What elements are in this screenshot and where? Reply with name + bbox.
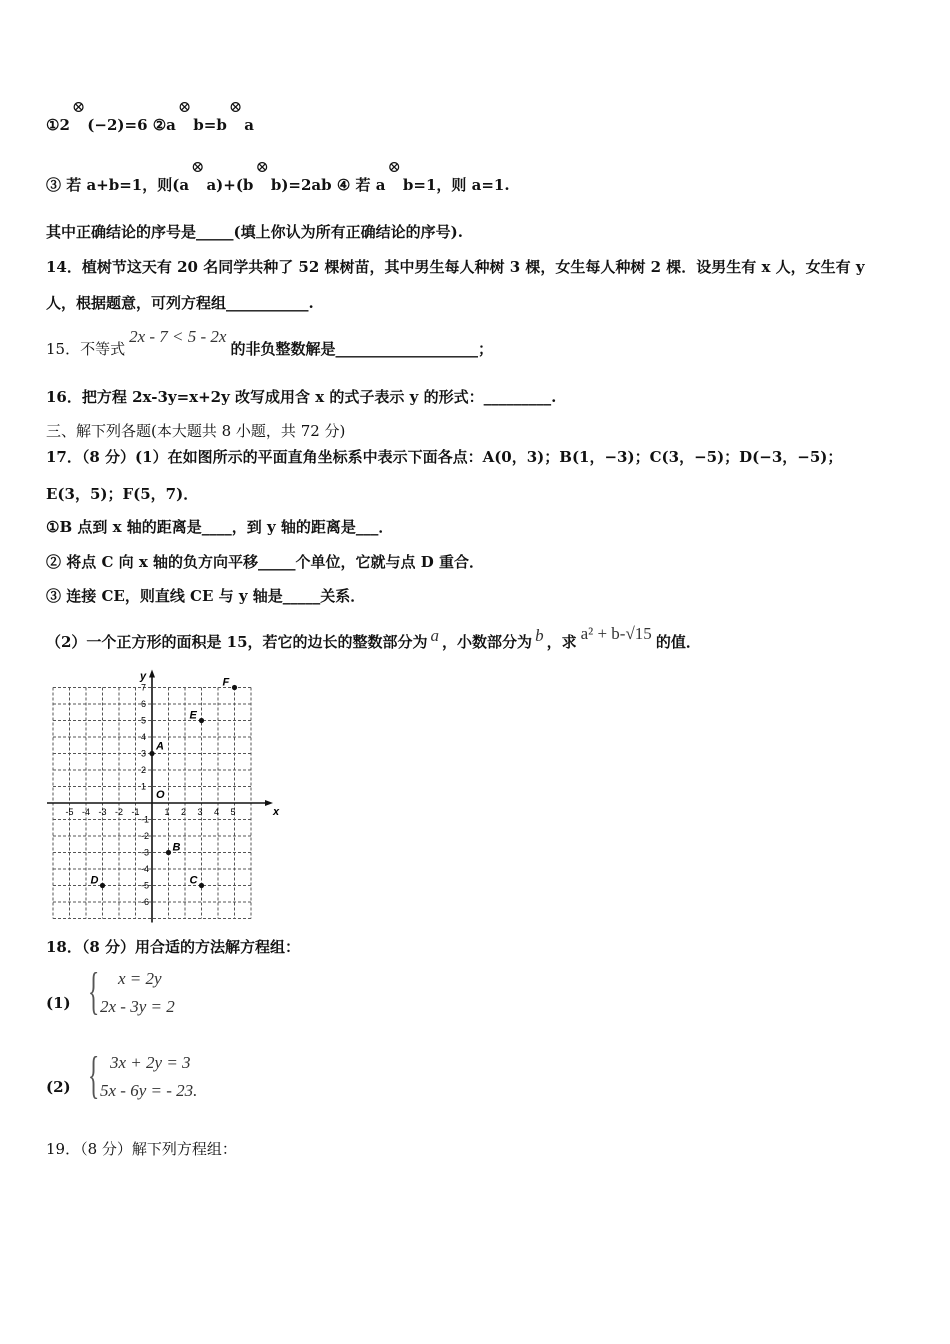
q18-s1-eq2: 2x - 3y = 2 <box>100 997 175 1016</box>
y-axis-label: y <box>140 670 147 683</box>
x-tick-label: -2 <box>115 807 124 817</box>
point-label-c: C <box>189 874 198 887</box>
point-label-f: F <box>222 676 230 689</box>
y-tick-label: 1 <box>141 781 147 792</box>
q13-text: a)+(b <box>206 176 254 194</box>
q18-title: 18．（8 分）用合适的方法解方程组： <box>46 938 301 956</box>
point-e <box>199 718 204 723</box>
y-axis-arrow-icon <box>149 670 155 678</box>
q13-statements-3-4 <box>46 157 510 195</box>
q17-sub-3: ③ 连接 CE，则直线 CE 与 y 轴是_____关系． <box>46 587 366 605</box>
section-3-title: 三、解下列各题(本大题共 8 小题，共 72 分) <box>46 422 346 440</box>
q17-sub-2: ② 将点 C 向 x 轴的负方向平移_____个单位，它就与点 D 重合． <box>46 553 484 571</box>
q17-part2-text: 的值． <box>655 633 701 651</box>
q18-system-1-label: (1) <box>46 994 71 1012</box>
q15 <box>46 327 493 359</box>
otimes-icon: ⊗ <box>255 157 269 176</box>
otimes-icon: ⊗ <box>71 97 86 116</box>
point-b <box>166 850 171 855</box>
brace-icon: { <box>88 963 100 1020</box>
q14-line-2: 人，根据题意，可列方程组___________. <box>46 294 314 312</box>
q13-text: ③ 若 a+b=1，则(a <box>46 176 190 194</box>
q13-text: b)=2ab ④ 若 a <box>270 176 386 194</box>
point-a <box>149 751 154 756</box>
q17-part-2 <box>46 624 701 652</box>
q17-sub-1: ①B 点到 x 轴的距离是____，到 y 轴的距离是___． <box>46 518 394 536</box>
point-c <box>199 883 204 888</box>
point-label-b: B <box>172 841 181 854</box>
x-axis-arrow-icon <box>265 800 273 806</box>
y-tick-label: 4 <box>141 732 147 742</box>
q13-text: ①2 <box>46 116 70 134</box>
otimes-icon: ⊗ <box>191 157 205 176</box>
x-tick-label: 3 <box>197 807 203 817</box>
q18-s2-eq2: 5x - 6y = - 23. <box>100 1081 198 1100</box>
x-tick-label: 4 <box>214 807 220 817</box>
coordinate-graph <box>40 670 280 918</box>
q17-var-b: b <box>535 626 544 645</box>
y-tick-label: -4 <box>141 864 150 874</box>
x-tick-label: 2 <box>181 807 187 817</box>
point-label-d: D <box>90 874 99 887</box>
y-tick-label: 7 <box>141 682 147 693</box>
x-tick-label: -3 <box>98 807 107 817</box>
y-tick-label: -2 <box>141 831 150 841</box>
q14-line-1: 14．植树节这天有 20 名同学共种了 52 棵树苗，其中男生每人种树 3 棵，女生每人种树 2 棵．设男生有 x 人，女生有 y <box>46 258 865 276</box>
otimes-icon: ⊗ <box>387 157 401 176</box>
point-d <box>100 883 105 888</box>
q15-suffix: 的非负整数解是___________________； <box>230 340 493 358</box>
q13-question: 其中正确结论的序号是_____(填上你认为所有正确结论的序号). <box>46 223 463 241</box>
q19-title: 19．（8 分）解下列方程组： <box>46 1140 237 1158</box>
point-label-a: A <box>156 740 164 753</box>
q17-part2-text: ，求 <box>546 633 577 651</box>
q17-line-2: E(3，5)；F(5，7)． <box>46 485 199 503</box>
q18-s2-eq1: 3x + 2y = 3 <box>110 1053 191 1072</box>
q18-s1-eq1: x = 2y <box>118 969 162 988</box>
x-axis-label: x <box>273 806 280 818</box>
y-tick-label: 2 <box>141 765 147 775</box>
x-tick-label: 1 <box>164 807 170 817</box>
brace-icon: { <box>88 1047 100 1104</box>
q13-text: (−2)=6 ②a <box>87 116 176 134</box>
q15-prefix: 15．不等式 <box>46 340 126 358</box>
y-tick-label: 6 <box>141 699 147 709</box>
q13-text: b=b <box>193 116 227 134</box>
x-tick-label: -5 <box>65 807 74 817</box>
otimes-icon: ⊗ <box>228 97 243 116</box>
q17-part2-text: （2）一个正方形的面积是 15，若它的边长的整数部分为 <box>46 633 428 651</box>
y-tick-label: -3 <box>141 847 150 858</box>
q13-text: a <box>244 116 254 134</box>
q17-var-a: a <box>430 626 440 645</box>
y-tick-label: -6 <box>141 897 150 907</box>
x-tick-label: -1 <box>131 807 140 817</box>
q17-expression: a² + b-√15 <box>580 624 652 643</box>
q15-inequality: 2x - 7 < 5 - 2x <box>129 327 227 346</box>
q17-line-1: 17．（8 分）(1）在如图所示的平面直角坐标系中表示下面各点：A(0，3)；B(1，−3)；C(3，−5)；D(−3，−5)； <box>46 448 843 466</box>
y-tick-label: -5 <box>141 880 150 891</box>
y-tick-label: 3 <box>141 748 147 759</box>
x-tick-label: 5 <box>230 807 236 817</box>
otimes-icon: ⊗ <box>177 97 192 116</box>
q18-system-2-label: (2) <box>46 1078 71 1096</box>
q17-part2-text: ，小数部分为 <box>442 633 533 651</box>
y-tick-label: 5 <box>141 715 147 726</box>
point-f <box>232 685 237 690</box>
origin-label: O <box>156 789 165 801</box>
q13-text: b=1，则 a=1. <box>402 176 510 194</box>
q16: 16．把方程 2x-3y=x+2y 改写成用含 x 的式子表示 y 的形式：_________. <box>46 388 557 406</box>
q13-statements-1-2 <box>46 97 254 134</box>
x-tick-label: -4 <box>82 807 91 817</box>
y-tick-label: -1 <box>141 814 150 825</box>
point-label-e: E <box>189 709 197 722</box>
